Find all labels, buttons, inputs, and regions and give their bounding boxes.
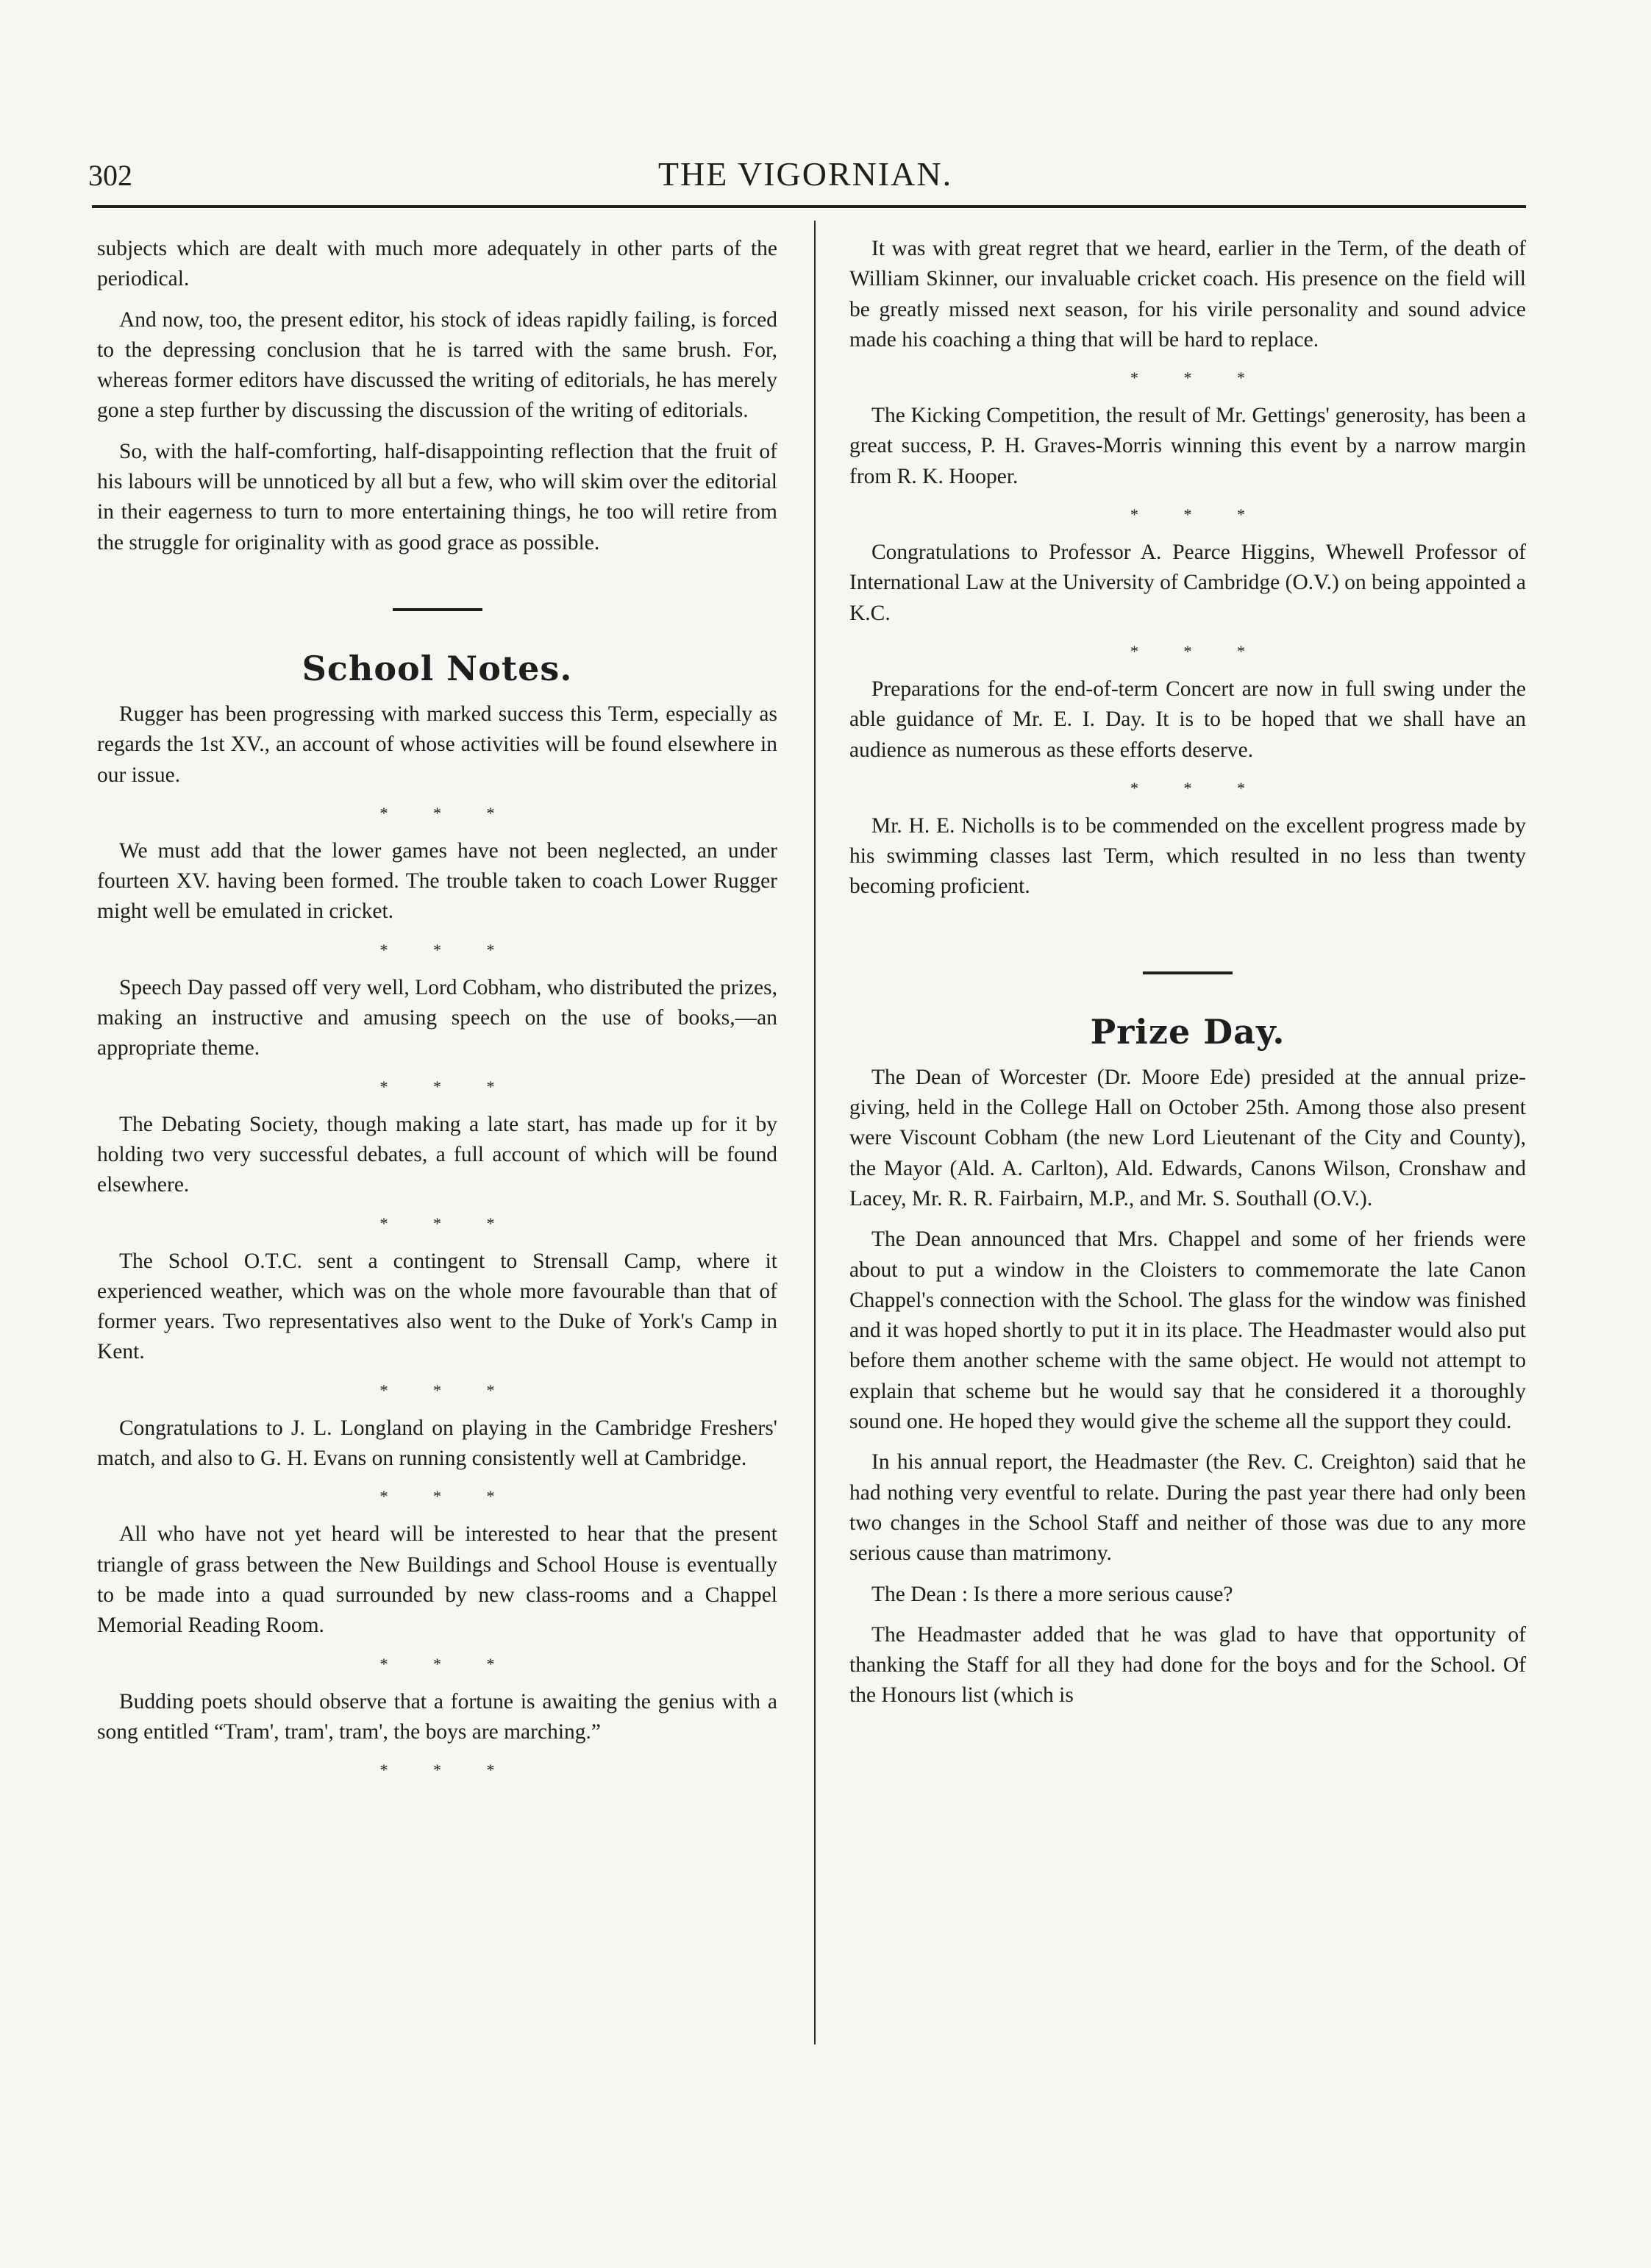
prize-day-paragraph: The Headmaster added that he was glad to have that opportunity of thanking the Staff for all they had done for the boys and for the School. Of the Honours list (which is (849, 1622, 1526, 1708)
asterism-separator: * * * (379, 1487, 516, 1506)
asterism-separator: * * * (1130, 368, 1266, 388)
asterism-separator: * * * (1130, 641, 1266, 660)
note-paragraph: We must add that the lower games have not been neglected, an under fourteen XV. having been formed. The trouble taken to coach Lower Rugger might well be emulated in cricket. (97, 838, 777, 924)
note-paragraph: The Debating Society, though making a late start, has made up for it by holding two very successful debates, a full account of which will be found elsewhere. (97, 1112, 777, 1197)
note-paragraph: Congratulations to Professor A. Pearce Higgins, Whewell Professor of International Law at the University of Cambridge (O.V.) on being appointed a K.C. (849, 541, 1526, 625)
asterism-separator: * * * (379, 1761, 516, 1780)
note-paragraph: Speech Day passed off very well, Lord Cobham, who distributed the prizes, making an instructive and amusing speech on the use of books,—an appropriate theme. (97, 975, 777, 1060)
asterism-separator: * * * (379, 803, 516, 822)
asterism-separator: * * * (379, 1213, 516, 1233)
school-notes-heading: School Notes. (302, 648, 573, 688)
asterism-separator: * * * (1130, 505, 1266, 524)
asterism-separator: * * * (379, 1654, 516, 1673)
journal-title: THE VIGORNIAN. (657, 155, 953, 193)
right-column (849, 234, 1526, 1722)
editorial-paragraph: And now, too, the present editor, his stock of ideas rapidly failing, is forced to the depressing conclusion that he is tarred with the same brush. For, whereas former editors have discussed the writing of editorials, he has merely gone a step further by discussing the discussion of the writing of editorials. (97, 307, 777, 423)
note-paragraph: Rugger has been progressing with marked success this Term, especially as regards the 1st XV., an account of whose activities will be found elsewhere in our issue. (97, 702, 777, 787)
header-rule (92, 205, 1526, 208)
note-paragraph: Preparations for the end-of-term Concert are now in full swing under the able guidance of Mr. E. I. Day. It is to be hoped that we shall have an audience as numerous as these efforts deserve. (849, 677, 1526, 762)
prize-day-heading: Prize Day. (1090, 1011, 1286, 1052)
note-paragraph: Mr. H. E. Nicholls is to be commended on the excellent progress made by his swimming classes last Term, which resulted in no less than twenty becoming proficient. (849, 813, 1526, 899)
note-paragraph: Budding poets should observe that a fortune is awaiting the genius with a song entitled “Tram', tram', tram', the boys are marching.” (97, 1689, 777, 1744)
note-paragraph: All who have not yet heard will be interested to hear that the present triangle of grass between the New Buildings and School House is eventually to be made into a quad surrounded by new class-rooms and a Chappel Memorial Reading Room. (97, 1522, 777, 1638)
note-paragraph: The School O.T.C. sent a contingent to Strensall Camp, where it experienced weather, which was on the whole more favourable than that of former years. Two representatives also went to the Duke of York's Camp in Kent. (97, 1249, 777, 1364)
editorial-paragraph: So, with the half-comforting, half-disappointing reflection that the fruit of his labours will be unnoticed by all but a few, who will skim over the editorial in their eagerness to turn to more entertaining things, he too will retire from the struggle for originality with as good grace as possible. (97, 439, 777, 554)
editorial-paragraph: subjects which are dealt with much more adequately in other parts of the periodical. (97, 237, 777, 291)
page-number: 302 (88, 159, 132, 192)
left-column (97, 234, 777, 1793)
asterism-separator: * * * (379, 940, 516, 959)
note-paragraph: It was with great regret that we heard, earlier in the Term, of the death of William Skinner, our invaluable cricket coach. His presence on the field will be greatly missed next season, for his virile personality and sound advice made his coaching a thing that will be hard to replace. (849, 237, 1526, 352)
running-header (88, 151, 1522, 202)
prize-day-paragraph: The Dean of Worcester (Dr. Moore Ede) presided at the annual prize-giving, held in the College Hall on October 25th. Among those also present were Viscount Cobham (the new Lord Lieutenant of the City and County), the Mayor (Ald. A. Carlton), Ald. Edwards, Canons Wilson, Cronshaw and Lacey, Mr. R. R. Fairbairn, M.P., and Mr. S. Southall (O.V.). (849, 1065, 1526, 1210)
note-paragraph: Congratulations to J. L. Longland on playing in the Cambridge Freshers' match, and also to G. H. Evans on running consistently well at Cambridge. (97, 1416, 777, 1471)
asterism-separator: * * * (379, 1380, 516, 1399)
column-divider (814, 221, 816, 2044)
note-paragraph: The Kicking Competition, the result of Mr. Gettings' generosity, has been a great success, P. H. Graves-Morris winning this event by a narrow margin from R. K. Hooper. (849, 404, 1526, 488)
asterism-separator: * * * (1130, 778, 1266, 797)
prize-day-paragraph: The Dean announced that Mrs. Chappel and some of her friends were about to put a window in the Cloisters to commemorate the late Canon Chappel's connection with the School. The glass for the window was finished and it was hoped shortly to put it in its place. The Headmaster would also put before them another scheme with the same object. He would not attempt to explain that scheme but he would say that he considered it a thoroughly sound one. He hoped they would give the scheme all the support they could. (849, 1227, 1526, 1434)
prize-day-paragraph: In his annual report, the Headmaster (the Rev. C. Creighton) said that he had nothing very eventful to relate. During the past year there had only been two changes in the School Staff and neither of those was due to any more serious cause than matrimony. (849, 1450, 1526, 1566)
prize-day-paragraph: The Dean : Is there a more serious cause? (871, 1582, 1233, 1606)
asterism-separator: * * * (379, 1077, 516, 1096)
